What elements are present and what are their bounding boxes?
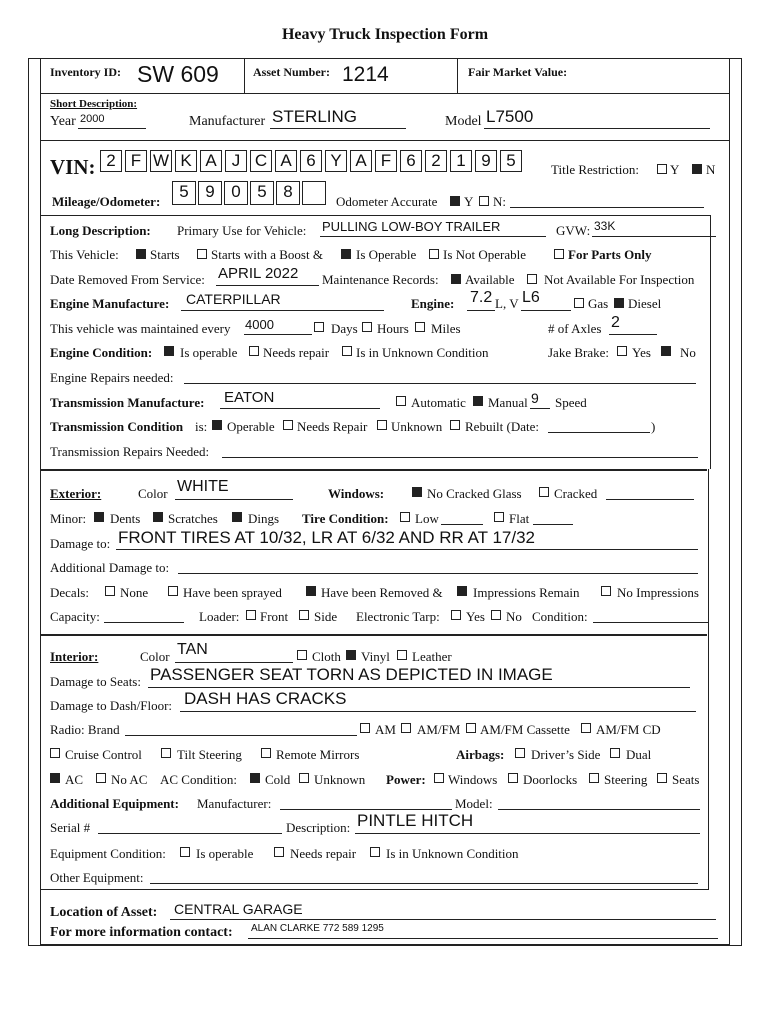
remote-mirrors-text: Remote Mirrors xyxy=(276,747,360,762)
airbags-label: Airbags: xyxy=(456,747,505,762)
exterior-label: Exterior: xyxy=(50,486,102,501)
remote-mirrors-checkbox[interactable] xyxy=(261,748,271,758)
model-label: Model xyxy=(445,114,482,129)
tire-flat-text: Flat xyxy=(509,511,530,526)
boost-checkbox[interactable] xyxy=(197,249,207,259)
transmission-repairs-line[interactable] xyxy=(222,457,698,458)
tarp-no-text: No xyxy=(506,609,522,624)
contact-label: For more information contact: xyxy=(50,925,233,940)
equipment-operable-checkbox[interactable] xyxy=(180,847,190,857)
impressions-remain-checkbox[interactable] xyxy=(457,586,467,596)
maintenance-not-available-checkbox[interactable] xyxy=(527,274,537,284)
engine-unknown-checkbox[interactable] xyxy=(342,346,352,356)
odometer-digit-cell[interactable]: 9 xyxy=(198,181,222,205)
serial-label: Serial # xyxy=(50,820,91,835)
transmission-operable-checkbox[interactable] xyxy=(212,420,222,430)
damage-dash-value[interactable]: DASH HAS CRACKS xyxy=(184,689,347,708)
transmission-repairs-label: Transmission Repairs Needed: xyxy=(50,444,210,459)
power-label: Power: xyxy=(386,772,426,787)
damage-dash-label: Damage to Dash/Floor: xyxy=(50,698,173,713)
manufacturer-label: Manufacturer xyxy=(189,114,266,129)
vin-char-cell[interactable]: W xyxy=(150,150,172,172)
additional-model-line[interactable] xyxy=(498,809,700,810)
loader-side-checkbox[interactable] xyxy=(299,610,309,620)
odometer-digit-cell[interactable]: 0 xyxy=(224,181,248,205)
radio-cd-text: AM/FM CD xyxy=(596,722,661,737)
transmission-unknown-text: Unknown xyxy=(391,419,443,434)
odometer-accurate-label: Odometer Accurate xyxy=(336,194,438,209)
odometer-digit-cell[interactable]: 5 xyxy=(250,181,274,205)
electronic-tarp-label: Electronic Tarp: xyxy=(356,609,440,624)
jake-no-checkbox[interactable] xyxy=(661,346,671,356)
date-removed-label: Date Removed From Service: xyxy=(50,272,205,287)
axles-value[interactable]: 2 xyxy=(611,314,620,331)
vin-char-cell[interactable]: 9 xyxy=(475,150,497,172)
decals-removed-checkbox[interactable] xyxy=(306,586,316,596)
page-title: Heavy Truck Inspection Form xyxy=(281,26,489,43)
hours-checkbox[interactable] xyxy=(362,322,372,332)
scratches-text: Scratches xyxy=(168,511,218,526)
tarp-condition-label: Condition: xyxy=(532,609,588,624)
model-value[interactable]: L7500 xyxy=(486,107,534,126)
maintenance-available-text: Available xyxy=(465,272,515,287)
transmission-repair-checkbox[interactable] xyxy=(283,420,293,430)
engine-manufacture-value[interactable]: CATERPILLAR xyxy=(186,291,281,307)
diesel-text: Diesel xyxy=(628,296,662,311)
contact-value[interactable]: ALAN CLARKE 772 589 1295 xyxy=(251,923,384,934)
no-ac-text: No AC xyxy=(111,772,148,787)
vin-char-cell[interactable]: 1 xyxy=(450,150,472,172)
equipment-repair-text: Needs repair xyxy=(290,846,357,861)
odometer-accurate-n-checkbox[interactable] xyxy=(479,196,489,206)
jake-no-text: No xyxy=(680,345,696,360)
ac-cold-text: Cold xyxy=(265,772,291,787)
equipment-unknown-checkbox[interactable] xyxy=(370,847,380,857)
tire-condition-label: Tire Condition: xyxy=(302,511,389,526)
cloth-checkbox[interactable] xyxy=(297,650,307,660)
vin-char-cell[interactable]: K xyxy=(175,150,197,172)
tarp-yes-text: Yes xyxy=(466,609,485,624)
radio-am-text: AM xyxy=(375,722,396,737)
vin-char-cell[interactable]: 2 xyxy=(100,150,122,172)
power-windows-text: Windows xyxy=(448,772,498,787)
damage-value[interactable]: FRONT TIRES AT 10/32, LR AT 6/32 AND RR AT 17/32 xyxy=(118,528,536,547)
boost-text: Starts with a Boost & xyxy=(211,247,323,262)
decals-sprayed-checkbox[interactable] xyxy=(168,586,178,596)
jake-brake-label: Jake Brake: xyxy=(548,345,610,360)
engine-liters-value[interactable]: 7.2 xyxy=(470,289,493,306)
axles-label: # of Axles xyxy=(548,321,602,336)
equipment-condition-label: Equipment Condition: xyxy=(50,846,166,861)
asset-number-label: Asset Number: xyxy=(253,65,330,79)
vin-char-cell[interactable]: C xyxy=(250,150,272,172)
engine-operable-text: Is operable xyxy=(180,345,238,360)
odometer-accurate-y-checkbox[interactable] xyxy=(450,196,460,206)
maintenance-records-label: Maintenance Records: xyxy=(322,272,439,287)
ac-checkbox[interactable] xyxy=(50,773,60,783)
vin-char-cell[interactable]: A xyxy=(200,150,222,172)
manual-checkbox[interactable] xyxy=(473,396,483,406)
odometer-digit-cell[interactable]: 5 xyxy=(172,181,196,205)
hours-text: Hours xyxy=(377,321,409,336)
gvw-value[interactable]: 33K xyxy=(594,219,616,233)
engine-unknown-text: Is in Unknown Condition xyxy=(356,345,489,360)
miles-checkbox[interactable] xyxy=(415,322,425,332)
power-doorlocks-checkbox[interactable] xyxy=(508,773,518,783)
other-equipment-label: Other Equipment: xyxy=(50,870,144,885)
vin-char-cell[interactable]: A xyxy=(275,150,297,172)
long-description-label: Long Description: xyxy=(50,223,151,238)
dings-text: Dings xyxy=(248,511,280,526)
description-value[interactable]: PINTLE HITCH xyxy=(357,811,474,830)
not-operable-text: Is Not Operable xyxy=(443,247,527,262)
power-doorlocks-text: Doorlocks xyxy=(523,772,578,787)
not-operable-checkbox[interactable] xyxy=(429,249,439,259)
transmission-condition-label: Transmission Condition xyxy=(50,419,184,434)
vin-char-cell[interactable]: J xyxy=(225,150,247,172)
speed-text: Speed xyxy=(555,395,587,410)
no-cracked-glass-checkbox[interactable] xyxy=(412,487,422,497)
location-label: Location of Asset: xyxy=(50,905,158,920)
loader-front-text: Front xyxy=(260,609,289,624)
year-value[interactable]: 2000 xyxy=(80,113,105,125)
primary-use-label: Primary Use for Vehicle: xyxy=(177,223,307,238)
title-restriction-y-checkbox[interactable] xyxy=(657,164,667,174)
automatic-checkbox[interactable] xyxy=(396,396,406,406)
additional-damage-label: Additional Damage to: xyxy=(50,560,170,575)
cracked-checkbox[interactable] xyxy=(539,487,549,497)
equipment-repair-checkbox[interactable] xyxy=(274,847,284,857)
interior-color-value[interactable]: TAN xyxy=(177,641,208,658)
engine-cylinders-value[interactable]: L6 xyxy=(522,289,540,306)
impressions-remain-text: Impressions Remain xyxy=(473,585,580,600)
tilt-steering-text: Tilt Steering xyxy=(177,747,242,762)
radio-cassette-text: AM/FM Cassette xyxy=(480,722,570,737)
inventory-label: Inventory ID: xyxy=(50,65,121,79)
engine-operable-checkbox[interactable] xyxy=(164,346,174,356)
additional-manufacturer-label: Manufacturer: xyxy=(197,796,272,811)
jake-yes-text: Yes xyxy=(632,345,651,360)
radio-amfm-text: AM/FM xyxy=(417,722,461,737)
miles-text: Miles xyxy=(431,321,461,336)
damage-label: Damage to: xyxy=(50,536,111,551)
tire-flat-checkbox[interactable] xyxy=(494,512,504,522)
windows-label: Windows: xyxy=(328,486,385,501)
transmission-rebuilt-checkbox[interactable] xyxy=(450,420,460,430)
odometer-digit-cell[interactable] xyxy=(302,181,326,205)
asset-number-value[interactable]: 1214 xyxy=(342,63,389,86)
vinyl-text: Vinyl xyxy=(361,649,390,664)
transmission-manufacture-label: Transmission Manufacture: xyxy=(50,395,205,410)
equipment-unknown-text: Is in Unknown Condition xyxy=(386,846,519,861)
radio-brand-label: Radio: Brand xyxy=(50,722,120,737)
exterior-color-value[interactable]: WHITE xyxy=(177,478,229,495)
days-checkbox[interactable] xyxy=(314,322,324,332)
jake-yes-checkbox[interactable] xyxy=(617,346,627,356)
airbag-driver-text: Driver’s Side xyxy=(531,747,601,762)
engine-manufacture-label: Engine Manufacture: xyxy=(50,296,170,311)
airbag-dual-text: Dual xyxy=(626,747,652,762)
capacity-label: Capacity: xyxy=(50,609,100,624)
decals-none-checkbox[interactable] xyxy=(105,586,115,596)
primary-use-value[interactable]: PULLING LOW-BOY TRAILER xyxy=(322,219,501,234)
interior-label: Interior: xyxy=(50,649,99,664)
other-equipment-line[interactable] xyxy=(150,883,698,884)
fair-market-value-label: Fair Market Value: xyxy=(468,65,568,79)
this-vehicle-label: This Vehicle: xyxy=(50,247,119,262)
tarp-yes-checkbox[interactable] xyxy=(451,610,461,620)
mileage-label: Mileage/Odometer: xyxy=(52,194,161,209)
ac-condition-label: AC Condition: xyxy=(160,772,237,787)
no-impressions-checkbox[interactable] xyxy=(601,586,611,596)
radio-cd-checkbox[interactable] xyxy=(581,723,591,733)
title-restriction-n-checkbox[interactable] xyxy=(692,164,702,174)
transmission-operable-text: Operable xyxy=(227,419,275,434)
transmission-manufacture-value[interactable]: EATON xyxy=(224,389,275,406)
loader-side-text: Side xyxy=(314,609,338,624)
vin-char-cell[interactable]: A xyxy=(350,150,372,172)
transmission-unknown-checkbox[interactable] xyxy=(377,420,387,430)
vin-char-cell[interactable]: 5 xyxy=(500,150,522,172)
dents-text: Dents xyxy=(110,511,141,526)
damage-seats-label: Damage to Seats: xyxy=(50,674,141,689)
engine-repair-text: Needs repair xyxy=(263,345,330,360)
cracked-text: Cracked xyxy=(554,486,598,501)
engine-label: Engine: xyxy=(411,296,455,311)
parts-only-checkbox[interactable] xyxy=(554,249,564,259)
decals-sprayed-text: Have been sprayed xyxy=(183,585,282,600)
leather-text: Leather xyxy=(412,649,452,664)
odometer-accurate-y: Y xyxy=(464,194,474,209)
additional-damage-line[interactable] xyxy=(178,573,698,574)
serial-line[interactable] xyxy=(98,833,282,834)
leather-checkbox[interactable] xyxy=(397,650,407,660)
dings-checkbox[interactable] xyxy=(232,512,242,522)
maintained-every-value[interactable]: 4000 xyxy=(245,317,274,332)
engine-repairs-line[interactable] xyxy=(184,383,696,384)
short-description-label: Short Description: xyxy=(50,98,138,110)
power-windows-checkbox[interactable] xyxy=(434,773,444,783)
starts-text: Starts xyxy=(150,247,180,262)
vin-char-cell[interactable]: Y xyxy=(325,150,347,172)
decals-none-text: None xyxy=(120,585,149,600)
maintained-every-label: This vehicle was maintained every xyxy=(50,321,231,336)
no-impressions-text: No Impressions xyxy=(617,585,699,600)
manufacturer-value[interactable]: STERLING xyxy=(272,107,358,126)
tarp-no-checkbox[interactable] xyxy=(491,610,501,620)
vin-char-cell[interactable]: 2 xyxy=(425,150,447,172)
operable-text: Is Operable xyxy=(356,247,417,262)
no-ac-checkbox[interactable] xyxy=(96,773,106,783)
title-restriction-y: Y xyxy=(670,162,680,177)
radio-amfm-checkbox[interactable] xyxy=(401,723,411,733)
minor-label: Minor: xyxy=(50,511,87,526)
odometer-accurate-n: N: xyxy=(493,194,506,209)
engine-repairs-label: Engine Repairs needed: xyxy=(50,370,174,385)
dents-checkbox[interactable] xyxy=(94,512,104,522)
additional-model-label: Model: xyxy=(455,796,493,811)
radio-cassette-checkbox[interactable] xyxy=(466,723,476,733)
gvw-label: GVW: xyxy=(556,223,591,238)
date-removed-value[interactable]: APRIL 2022 xyxy=(218,265,299,282)
decals-label: Decals: xyxy=(50,585,89,600)
vin-char-cell[interactable]: F xyxy=(375,150,397,172)
title-restriction-label: Title Restriction: xyxy=(551,162,639,177)
transmission-repair-text: Needs Repair xyxy=(297,419,368,434)
odometer-digit-cell[interactable]: 8 xyxy=(276,181,300,205)
loader-label: Loader: xyxy=(199,609,240,624)
additional-equipment-label: Additional Equipment: xyxy=(50,796,179,811)
gas-text: Gas xyxy=(588,296,609,311)
ac-unknown-text: Unknown xyxy=(314,772,366,787)
cruise-control-text: Cruise Control xyxy=(65,747,142,762)
tire-low-text: Low xyxy=(415,511,439,526)
cruise-control-checkbox[interactable] xyxy=(50,748,60,758)
engine-lv-text: L, V xyxy=(495,296,519,311)
transmission-rebuilt-close: ) xyxy=(651,419,656,434)
gas-checkbox[interactable] xyxy=(574,298,584,308)
operable-checkbox[interactable] xyxy=(341,249,351,259)
manual-text: Manual xyxy=(488,395,528,410)
transmission-condition-is: is: xyxy=(195,419,208,434)
transmission-speed-value[interactable]: 9 xyxy=(531,390,539,406)
ac-text: AC xyxy=(65,772,84,787)
no-cracked-glass-text: No Cracked Glass xyxy=(427,486,522,501)
power-seats-text: Seats xyxy=(672,772,700,787)
title-restriction-n: N xyxy=(706,162,716,177)
transmission-rebuilt-text: Rebuilt (Date: xyxy=(465,419,540,434)
ac-unknown-checkbox[interactable] xyxy=(299,773,309,783)
radio-am-checkbox[interactable] xyxy=(360,723,370,733)
equipment-operable-text: Is operable xyxy=(196,846,254,861)
vinyl-checkbox[interactable] xyxy=(346,650,356,660)
description-label: Description: xyxy=(286,820,351,835)
year-label: Year xyxy=(50,114,76,129)
tire-low-checkbox[interactable] xyxy=(400,512,410,522)
additional-manufacturer-line[interactable] xyxy=(280,809,452,810)
exterior-color-label: Color xyxy=(138,486,168,501)
loader-front-checkbox[interactable] xyxy=(246,610,256,620)
power-steering-checkbox[interactable] xyxy=(589,773,599,783)
maintenance-not-available-text: Not Available For Inspection xyxy=(544,272,695,287)
airbag-dual-checkbox[interactable] xyxy=(610,748,620,758)
location-value[interactable]: CENTRAL GARAGE xyxy=(174,901,303,917)
automatic-text: Automatic xyxy=(411,395,466,410)
vin-char-cell[interactable]: F xyxy=(125,150,147,172)
scratches-checkbox[interactable] xyxy=(153,512,163,522)
damage-seats-value[interactable]: PASSENGER SEAT TORN AS DEPICTED IN IMAGE xyxy=(150,665,553,684)
diesel-checkbox[interactable] xyxy=(614,298,624,308)
tilt-steering-checkbox[interactable] xyxy=(161,748,171,758)
vin-char-cell[interactable]: 6 xyxy=(400,150,422,172)
power-steering-text: Steering xyxy=(604,772,648,787)
ac-cold-checkbox[interactable] xyxy=(250,773,260,783)
engine-repair-checkbox[interactable] xyxy=(249,346,259,356)
airbag-driver-checkbox[interactable] xyxy=(515,748,525,758)
maintenance-available-checkbox[interactable] xyxy=(451,274,461,284)
interior-color-label: Color xyxy=(140,649,170,664)
days-text: Days xyxy=(331,321,358,336)
engine-condition-label: Engine Condition: xyxy=(50,345,153,360)
vin-char-cell[interactable]: 6 xyxy=(300,150,322,172)
parts-only-text: For Parts Only xyxy=(568,247,652,262)
decals-removed-text: Have been Removed & xyxy=(321,585,443,600)
cloth-text: Cloth xyxy=(312,649,341,664)
inventory-value[interactable]: SW 609 xyxy=(137,61,219,87)
power-seats-checkbox[interactable] xyxy=(657,773,667,783)
vin-label: VIN: xyxy=(50,155,96,179)
starts-checkbox[interactable] xyxy=(136,249,146,259)
